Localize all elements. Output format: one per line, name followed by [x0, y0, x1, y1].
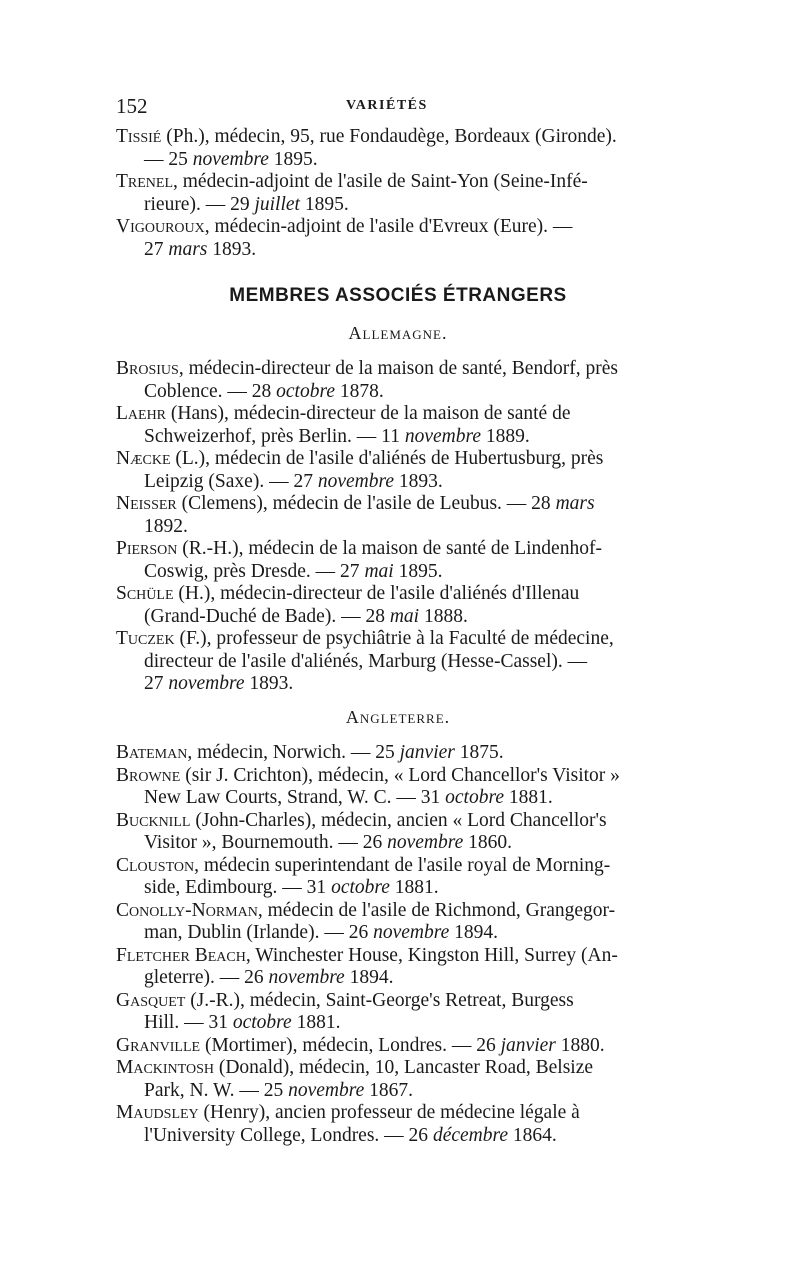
entry-date-month: novembre	[317, 470, 394, 492]
entry-date-month: novembre	[373, 922, 450, 943]
entry-line	[116, 967, 680, 990]
entry-line	[116, 358, 680, 381]
entry-name: Vigouroux	[116, 216, 205, 237]
entry-line	[116, 651, 680, 674]
entry-text: (Clemens), médecin de l'asile de Leubus. — 28	[176, 493, 556, 514]
entry-name: Gasquet	[116, 989, 186, 1011]
entry-line	[116, 216, 680, 239]
entry-text: 1867.	[364, 1079, 414, 1101]
entry-text: , médecin-adjoint de l'asile de Saint-Yon (Seine-Infé-	[173, 171, 588, 192]
entry	[116, 358, 680, 403]
entry-name: Clouston	[116, 854, 195, 876]
entry-text: 1895.	[268, 148, 318, 170]
entry-line	[116, 1125, 680, 1148]
entry-date-month: décembre	[432, 1124, 509, 1146]
entry-text: Park, N. W. — 25	[144, 1079, 289, 1101]
entry-text: (L.), médecin de l'asile d'aliénés de Hubertusburg, près	[170, 448, 604, 469]
entry-name: Schüle	[116, 583, 174, 604]
entry-text: 1860.	[463, 832, 513, 853]
entry	[116, 900, 680, 945]
entry-name: Tuczek	[116, 628, 175, 649]
entry-date-month: mars	[168, 238, 208, 260]
entry-name: Mackintosh	[116, 1057, 214, 1078]
entry-line	[116, 922, 680, 945]
entry-text: , médecin superintendant de l'asile royal de Morning-	[194, 854, 611, 876]
entry-date-month: mai	[364, 560, 394, 582]
entry-date-month: novembre	[268, 967, 345, 988]
entry-text: 1893.	[394, 470, 443, 492]
entry-line	[116, 832, 680, 855]
entry-date-month: janvier	[399, 742, 455, 763]
entry-name: Browne	[116, 764, 181, 786]
entry	[116, 765, 680, 810]
entry-text: 1878.	[334, 380, 384, 402]
entry-line	[116, 945, 680, 968]
entry-text: 1888.	[419, 605, 468, 627]
entry-date-month: novembre	[404, 425, 482, 447]
body-text	[116, 126, 680, 1147]
entry-text: gleterre). — 26	[144, 967, 269, 988]
entry-date-month: novembre	[192, 148, 269, 170]
entry-line	[116, 149, 680, 172]
entry-date-month: janvier	[500, 1034, 556, 1056]
entry-line	[116, 171, 680, 194]
entry-text: 1881.	[389, 877, 439, 898]
entry-name: Bateman	[116, 742, 188, 763]
entry-line	[116, 1012, 680, 1035]
entry	[116, 855, 680, 900]
entry-line	[116, 990, 680, 1013]
entry-text: (Henry), ancien professeur de médecine légale à	[198, 1102, 580, 1123]
entry	[116, 216, 680, 261]
entry-name: Laehr	[116, 403, 167, 424]
entry-line	[116, 673, 680, 696]
entry-text: Schweizerhof, près Berlin. — 11	[144, 425, 405, 447]
entry	[116, 945, 680, 990]
entry-text: rieure). — 29	[144, 193, 255, 215]
entry-date-month: octobre	[331, 877, 390, 898]
entry-text: 1864.	[508, 1124, 557, 1146]
entry-line	[116, 426, 680, 449]
entry-line	[116, 194, 680, 217]
entry-name: Næcke	[116, 448, 171, 469]
entry	[116, 583, 680, 628]
entry-text: Coblence. — 28	[144, 380, 277, 402]
entry-name: Conolly-Norman	[116, 899, 258, 921]
entry-text: (Grand-Duché de Bade). — 28	[144, 605, 390, 627]
entry-date-month: octobre	[232, 1012, 292, 1033]
entry	[116, 742, 680, 765]
entry-line	[116, 1102, 680, 1125]
entry-date-month: novembre	[288, 1079, 365, 1101]
entry-line	[116, 606, 680, 629]
entry-text: Visitor », Bournemouth. — 26	[144, 832, 388, 853]
entry-text: 1893.	[207, 238, 257, 260]
entry-line	[116, 628, 680, 651]
entry-line	[116, 742, 680, 765]
entry	[116, 810, 680, 855]
entry-line	[116, 493, 680, 516]
entry-name: Neisser	[116, 493, 177, 514]
entry-line	[116, 855, 680, 878]
entry-text: l'University College, Londres. — 26	[144, 1124, 433, 1146]
entry-text: 1892.	[144, 515, 188, 537]
entry-line	[116, 126, 680, 149]
entry-text: , médecin, Norwich. — 25	[187, 742, 400, 763]
entry-text: New Law Courts, Strand, W. C. — 31	[144, 787, 446, 808]
entry-name: Trenel	[116, 171, 174, 192]
entry-text: , médecin-adjoint de l'asile d'Evreux (Eure). —	[204, 216, 573, 237]
entry-name: Granville	[116, 1034, 201, 1056]
entry-text: (F.), professeur de psychiâtrie à la Faculté de médecine,	[174, 628, 614, 649]
entry-line	[116, 538, 680, 561]
entry-line	[116, 381, 680, 404]
entry	[116, 1057, 680, 1102]
entry-line	[116, 1057, 680, 1080]
entry	[116, 171, 680, 216]
entry-text: , Winchester House, Kingston Hill, Surrey (An-	[245, 944, 618, 966]
entry-date-month: novembre	[168, 673, 245, 694]
entry-text: directeur de l'asile d'aliénés, Marburg (Hesse-Cassel). —	[144, 650, 588, 672]
entry-line	[116, 900, 680, 923]
entry-name: Maudsley	[116, 1102, 199, 1123]
entry-text: 1881.	[291, 1012, 341, 1033]
entry-text: , médecin-directeur de la maison de santé, Bendorf, près	[178, 358, 618, 379]
entry-line	[116, 403, 680, 426]
entry-line	[116, 561, 680, 584]
entry-text: 1895.	[299, 193, 349, 215]
spacer	[116, 308, 680, 322]
entry-text: Coswig, près Dresde. — 27	[144, 560, 365, 582]
entry-text: side, Edimbourg. — 31	[144, 877, 332, 898]
entry-text: 27	[144, 238, 169, 260]
entry-name: Fletcher Beach	[116, 944, 246, 966]
entry-text: (H.), médecin-directeur de l'asile d'aliénés d'Illenau	[173, 583, 580, 604]
entry-date-month: juillet	[254, 193, 300, 215]
subsection-title-england: Angleterre.	[345, 706, 451, 727]
entry-line	[116, 239, 680, 262]
entry-line	[116, 471, 680, 494]
england-entries	[116, 742, 680, 1147]
spacer	[116, 344, 680, 358]
entry-name: Brosius	[116, 358, 179, 379]
running-header	[116, 94, 680, 120]
entry-text: 1875.	[454, 742, 504, 763]
entry-line	[116, 787, 680, 810]
entry-text: 1894.	[449, 922, 498, 943]
entry-date-month: mai	[389, 605, 420, 627]
entry	[116, 628, 680, 696]
entry-text: — 25	[144, 148, 193, 170]
entry	[116, 1035, 680, 1058]
entry-text: (R.-H.), médecin de la maison de santé de Lindenhof-	[177, 538, 602, 559]
entry-date-month: mars	[555, 493, 595, 514]
entry-text: 1894.	[344, 967, 394, 988]
entry-text: (Hans), médecin-directeur de la maison de santé de	[166, 403, 571, 424]
entry	[116, 990, 680, 1035]
entry	[116, 448, 680, 493]
entry-text: Hill. — 31	[144, 1012, 233, 1033]
entry-text: (Ph.), médecin, 95, rue Fondaudège, Bordeaux (Gironde).	[161, 126, 617, 147]
entry-date-month: octobre	[276, 380, 335, 402]
entry-text: 1889.	[481, 425, 530, 447]
spacer	[116, 261, 680, 285]
entry-line	[116, 765, 680, 788]
entry-name: Pierson	[116, 538, 178, 559]
entry-line	[116, 1080, 680, 1103]
entry-date-month: novembre	[387, 832, 464, 853]
germany-entries	[116, 358, 680, 696]
page-number: 152	[116, 94, 148, 118]
entry-name: Bucknill	[116, 809, 191, 831]
entry-text: (sir J. Crichton), médecin, « Lord Chancellor's Visitor »	[180, 764, 620, 786]
spacer	[116, 728, 680, 742]
entry-line	[116, 448, 680, 471]
entry	[116, 538, 680, 583]
entry-text: , médecin de l'asile de Richmond, Grangegor-	[257, 899, 616, 921]
entry	[116, 403, 680, 448]
entry-line	[116, 583, 680, 606]
entry-text: 1881.	[504, 787, 553, 808]
entry	[116, 126, 680, 171]
entry-text: 1895.	[393, 560, 443, 582]
running-title: VARIÉTÉS	[346, 98, 428, 113]
entry-text: 1880.	[555, 1034, 605, 1056]
top-entries	[116, 126, 680, 261]
entry-line	[116, 516, 680, 539]
entry-text: Leipzig (Saxe). — 27	[144, 470, 318, 492]
entry-text: 1893.	[244, 673, 294, 694]
entry-line	[116, 1035, 680, 1058]
entry-date-month: octobre	[445, 787, 504, 808]
entry-text: 27	[144, 673, 169, 694]
spacer	[116, 696, 680, 706]
entry-text: (Donald), médecin, 10, Lancaster Road, Belsize	[213, 1057, 594, 1078]
entry-text: (Mortimer), médecin, Londres. — 26	[200, 1034, 501, 1056]
entry-name: Tissié	[116, 126, 162, 147]
section-title: MEMBRES ASSOCIÉS ÉTRANGERS	[229, 285, 567, 306]
entry-text: (John-Charles), médecin, ancien « Lord Chancellor's	[190, 809, 607, 831]
entry-text: man, Dublin (Irlande). — 26	[144, 922, 374, 943]
entry-line	[116, 810, 680, 833]
entry-text: (J.-R.), médecin, Saint-George's Retreat, Burgess	[185, 989, 574, 1011]
entry	[116, 1102, 680, 1147]
subsection-title-germany: Allemagne.	[348, 322, 448, 343]
entry	[116, 493, 680, 538]
entry-line	[116, 877, 680, 900]
